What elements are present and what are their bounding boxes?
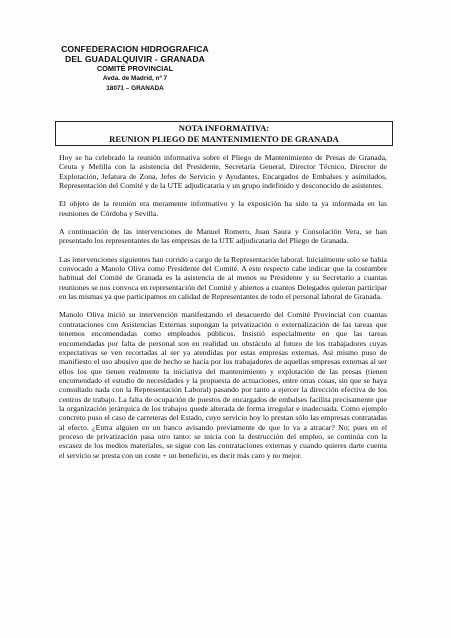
note-title: NOTA INFORMATIVA: xyxy=(178,123,270,133)
address: Avda. de Madrid, nº 7 xyxy=(102,75,168,82)
committee-name: COMITÉ PROVINCIAL xyxy=(96,64,174,73)
postal-code: 18071 – GRANADA xyxy=(106,85,164,92)
org-name-line2: DEL GUADALQUIVIR - GRANADA xyxy=(65,54,205,64)
document-body xyxy=(59,153,387,466)
paragraph: El objeto de la reunión era meramente informativo y la exposición ha sido ta ya informada en las reuniones de Córdoba y Sevilla. xyxy=(59,199,387,218)
letterhead xyxy=(50,44,220,94)
org-name-line1: CONFEDERACION HIDROGRAFICA xyxy=(61,44,209,54)
note-title-box xyxy=(55,121,393,146)
note-subtitle: REUNION PLIEGO DE MANTENIMIENTO DE GRANADA xyxy=(109,133,339,144)
paragraph: Manolo Oliva inició su intervención manifestando el desacuerdo del Comité Provincial con cuantas contrataciones con Asistencias Externas supongan la privatización o externalización de las tareas que tenemos encomendadas como empleados públicos. Insistió especialmente en que las tareas encomendadas por falta de personal son en realidad un obstáculo al futuro de los trabajadores cuyas expectativas se ven recortadas al ser ya atendidas por estas empresas externas. Así mismo puso de manifiesto el uso abusivo que de hecho se hacía por los trabajadores de aquellas empresas externas al ser ellos los que tienen realmente la iniciativa del mantenimiento y explotación de las presas (tienen encomendado el estudio de necesidades y la propuesta de actuaciones, entre otras cosas, sin que se haya consultado nada con la Representación Laboral) pasando por tanto a ejercer la dirección efectiva de los centros de trabajo. La falta de ocupación de puestos de encargados de embalses facilita precisamente que la organización jerárquica de los trabajos quede alterada de forma irregular e inadecuada. Como ejemplo concreto puso el caso de carreteras del Estado, cuyo servicio hoy lo prestan sólo las empresas contratadas al efecto. ¿Entra alguien en un banco avisando previamente de que lo va a atracar? No; pues en el proceso de privatización pasa otro tanto: se inicia con la destrucción del empleo, se continúa con la escasez de los medios materiales, se sigue con las contrataciones externas y cuando quieres darte cuenta el servicio se presta con un coste + un beneficio, es decir más caro y no mejor. xyxy=(59,310,387,460)
paragraph: A continuación de las intervenciones de Manuel Romero, Juan Saura y Consolación Vera, se han presentado los representantes de las empresas de la UTE adjudicataria del Pliego de Granada. xyxy=(59,227,387,246)
paragraph: Hoy se ha celebrado la reunión informativa sobre el Pliego de Mantenimiento de Presas de Granada, Ceuta y Melilla con la asistencia del Presidente, Secretaria General, Director Técnico, Director de Explotación, Jefatura de Zona, Jefes de Servicio y Ayudantes, Encargados de Embalses y asimilados, Representación del Comité y de la UTE adjudicataria y un grupo indefinido y desconocido de asistentes. xyxy=(59,153,387,191)
paragraph: Las intervenciones siguientes han corrido a cargo de la Representación laboral. Inicialmente solo se había convocado a Manolo Oliva como Presidente del Comité. A este respecto cabe indicar que la costumbre habitual del Comité de Granada es la asistencia de al menos su Presidente y su Secretario a cuantas reuniones se nos convoca en representación del Comité y abiertos a cuantos Delegados quieran participar en las mismas ya que participamos en calidad de Representantes de todo el personal laboral de Granada. xyxy=(59,254,387,302)
